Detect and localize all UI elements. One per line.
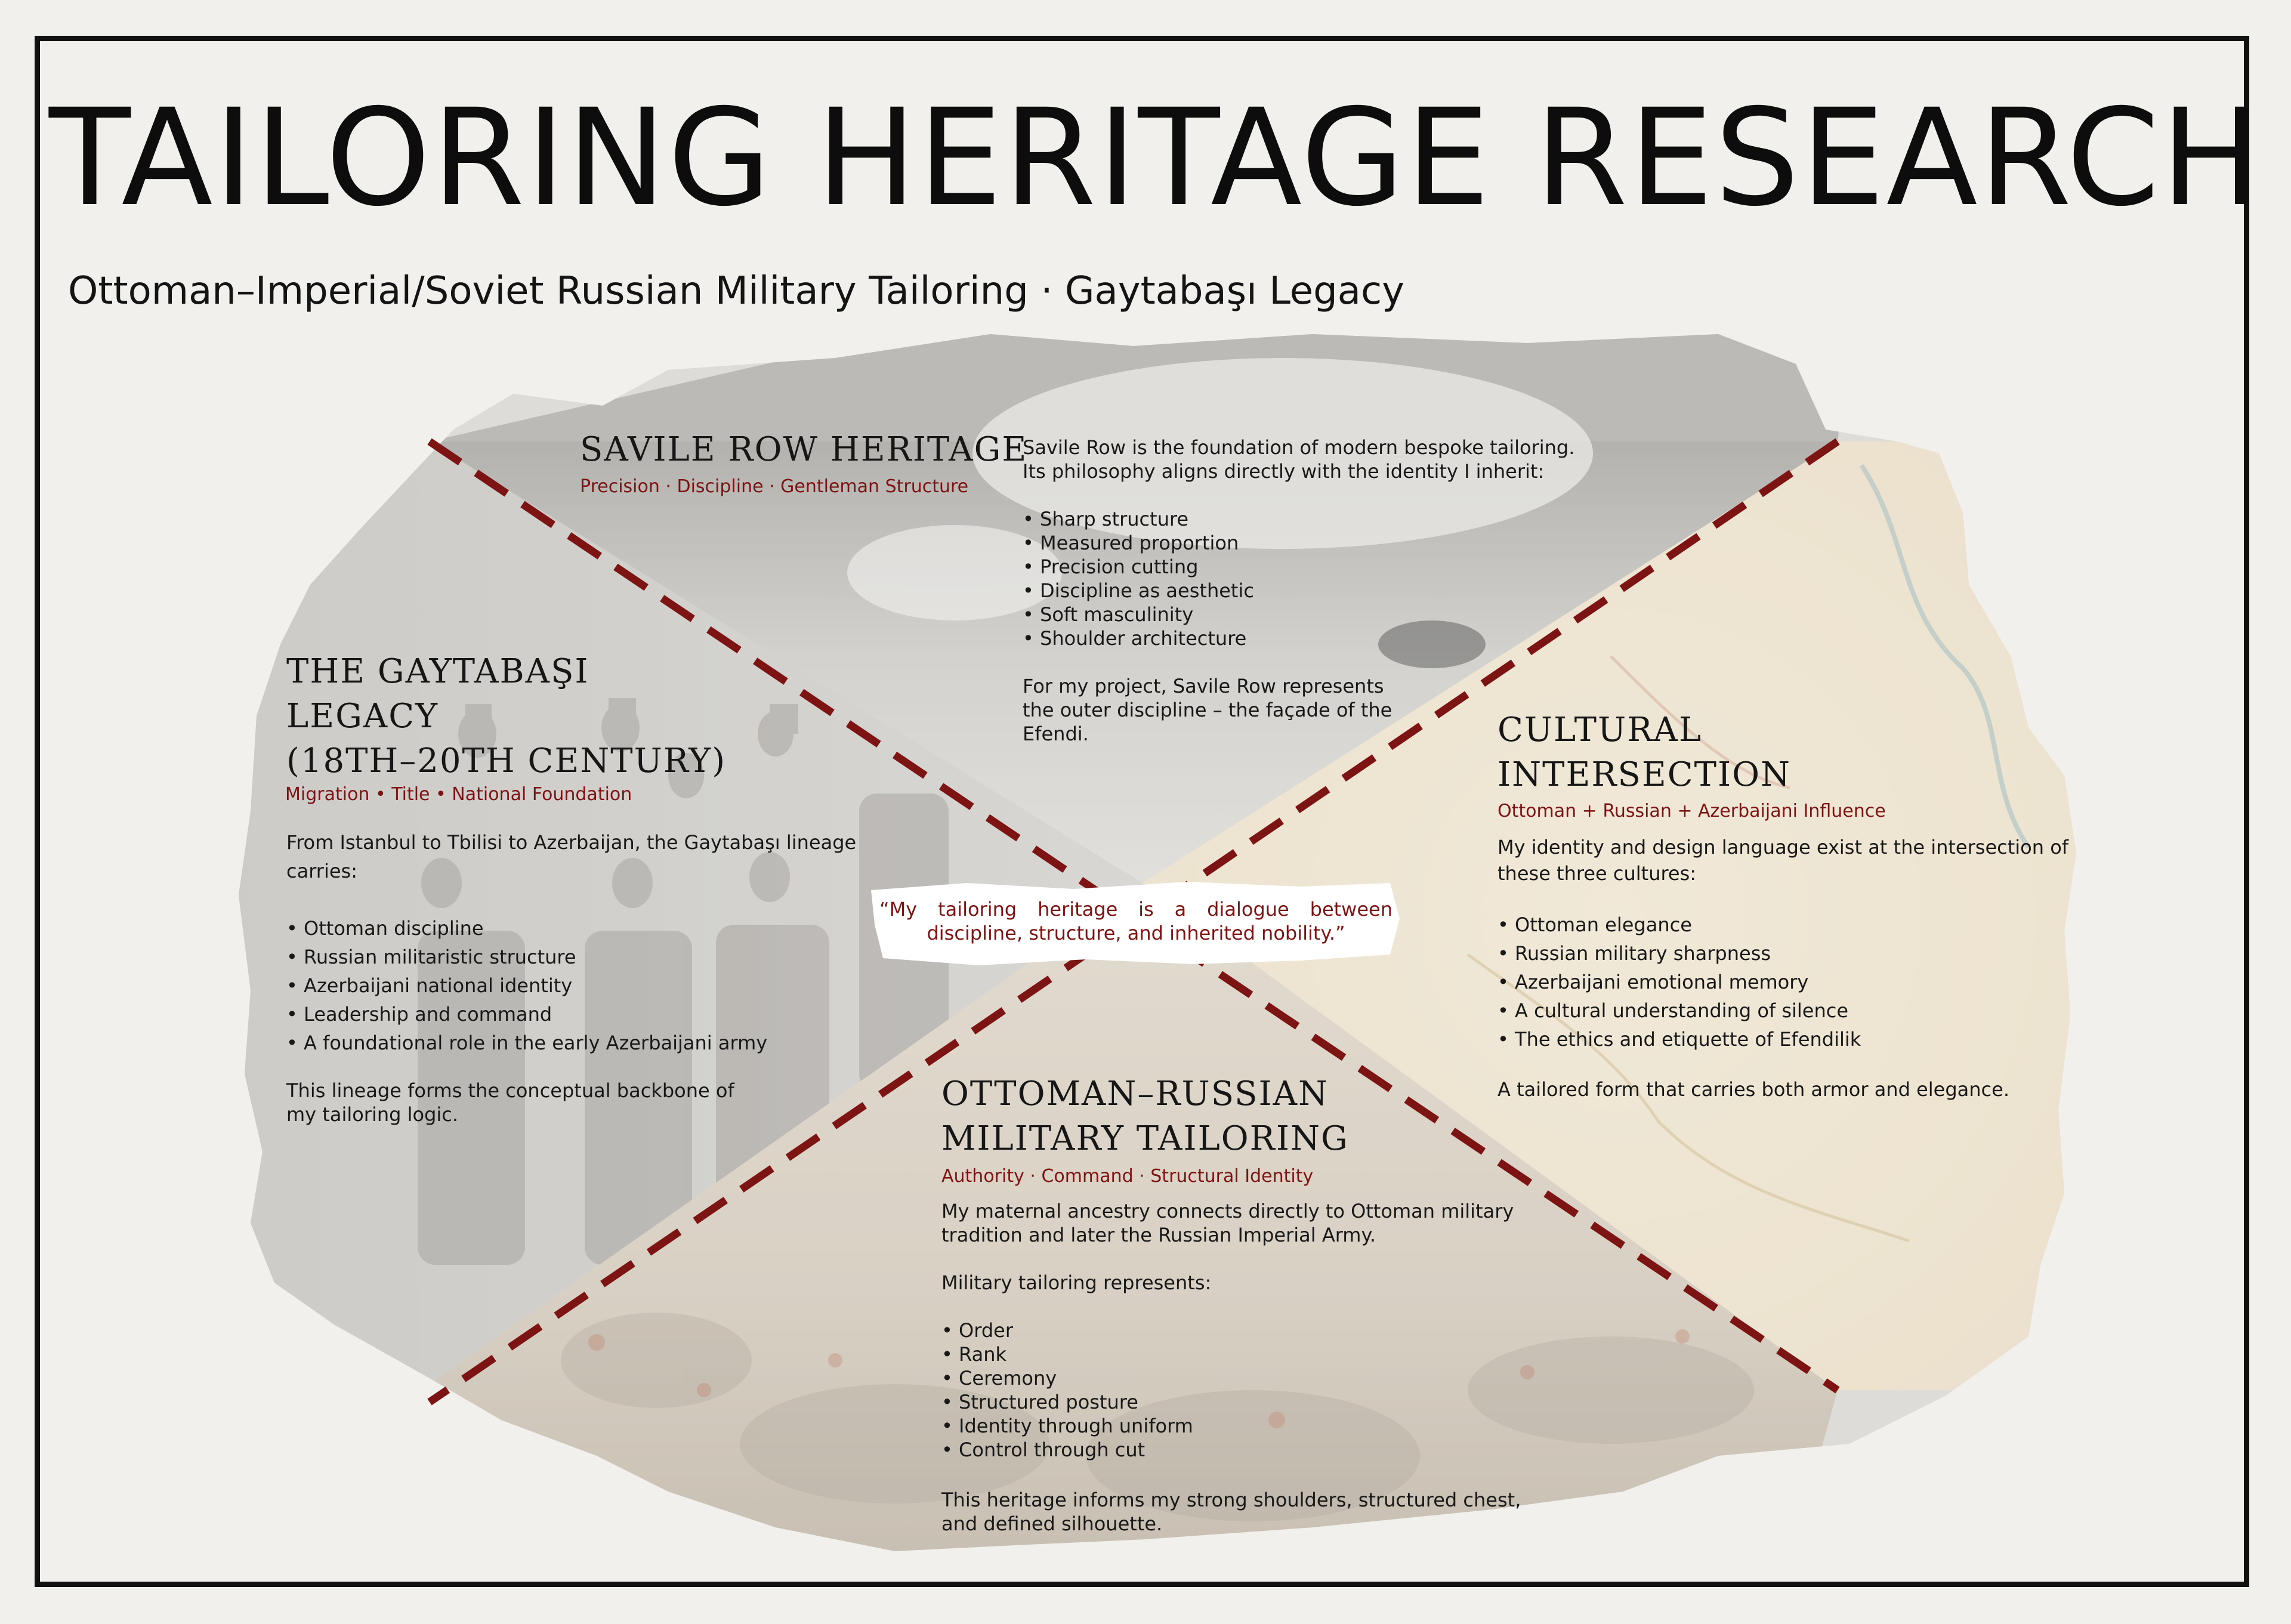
list-item: • Precision cutting <box>1023 555 1199 578</box>
list-item: • A foundational role in the early Azerbaijani army <box>286 1032 768 1054</box>
list-item: • Shoulder architecture <box>1023 627 1247 650</box>
poster-title: TAILORING HERITAGE RESEARCH <box>49 80 2263 236</box>
list-item: • Leadership and command <box>286 1003 552 1026</box>
cultural-title: CULTURAL INTERSECTION <box>1498 711 1791 794</box>
savile-row-title: SAVILE ROW HERITAGE <box>580 430 1028 469</box>
list-item: • Ottoman elegance <box>1498 913 1692 936</box>
list-item: • The ethics and etiquette of Efendilik <box>1498 1028 1861 1051</box>
savile-row-intro: Savile Row is the foundation of modern bespoke tailoring. Its philosophy aligns directly with the identity I inherit: <box>1023 436 1575 483</box>
list-item: • Structured posture <box>941 1391 1138 1413</box>
list-item: • Ceremony <box>941 1367 1057 1390</box>
list-item: • Measured proportion <box>1023 532 1239 554</box>
gaytabasi-list <box>286 914 865 1057</box>
gaytabasi-closing: This lineage forms the conceptual backbone of my tailoring logic. <box>286 1079 734 1126</box>
savile-row-tagline: Precision · Discipline · Gentleman Structure <box>580 476 969 497</box>
central-quote: “My tailoring heritage is a dialogue between discipline, structure, and inherited nobility.” <box>879 898 1392 944</box>
list-item: • Azerbaijani national identity <box>286 974 573 997</box>
gaytabasi-title: THE GAYTABAŞI LEGACY (18TH–20TH CENTURY) <box>286 652 727 780</box>
military-title: OTTOMAN–RUSSIAN MILITARY TAILORING <box>941 1075 1349 1158</box>
savile-row-closing: For my project, Savile Row represents the outer discipline – the façade of the Efendi. <box>1023 675 1392 745</box>
list-item: • Identity through uniform <box>941 1415 1193 1437</box>
savile-row-list <box>1023 507 1595 650</box>
cultural-closing: A tailored form that carries both armor and elegance. <box>1498 1078 2009 1101</box>
cultural-body <box>1498 834 2094 1104</box>
cultural-intro: My identity and design language exist at the intersection of these three cultures: <box>1498 836 2069 885</box>
list-item: • Order <box>941 1319 1013 1342</box>
list-item: • Russian military sharpness <box>1498 942 1771 965</box>
list-item: • Sharp structure <box>1023 508 1189 530</box>
gaytabasi-intro: From Istanbul to Tbilisi to Azerbaijan, the Gaytabaşı lineage carries: <box>286 831 857 882</box>
list-item: • Russian militaristic structure <box>286 946 576 968</box>
military-closing: This heritage informs my strong shoulders, structured chest, and defined silhouette. <box>941 1489 1521 1535</box>
gaytabasi-tagline: Migration • Title • National Foundation <box>285 784 632 805</box>
list-item: • A cultural understanding of silence <box>1498 999 1849 1022</box>
list-item: • Control through cut <box>941 1438 1146 1461</box>
cultural-tagline: Ottoman + Russian + Azerbaijani Influence <box>1498 801 1886 822</box>
list-item: • Rank <box>941 1343 1006 1366</box>
list-item: • Ottoman discipline <box>286 917 484 940</box>
gaytabasi-body <box>286 828 865 1126</box>
poster-subtitle: Ottoman–Imperial/Soviet Russian Military Tailoring · Gaytabaşı Legacy <box>68 269 1404 313</box>
military-tagline: Authority · Command · Structural Identity <box>941 1166 1314 1187</box>
list-item: • Discipline as aesthetic <box>1023 579 1254 602</box>
cultural-list <box>1498 910 2094 1054</box>
military-intro: My maternal ancestry connects directly to Ottoman military tradition and later the Russian Imperial Army. <box>941 1200 1514 1246</box>
list-item: • Azerbaijani emotional memory <box>1498 971 1809 993</box>
savile-row-body <box>1023 436 1595 746</box>
list-item: • Soft masculinity <box>1023 603 1194 626</box>
military-lead: Military tailoring represents: <box>941 1271 1212 1294</box>
military-list <box>941 1319 1538 1462</box>
military-body <box>941 1199 1538 1536</box>
